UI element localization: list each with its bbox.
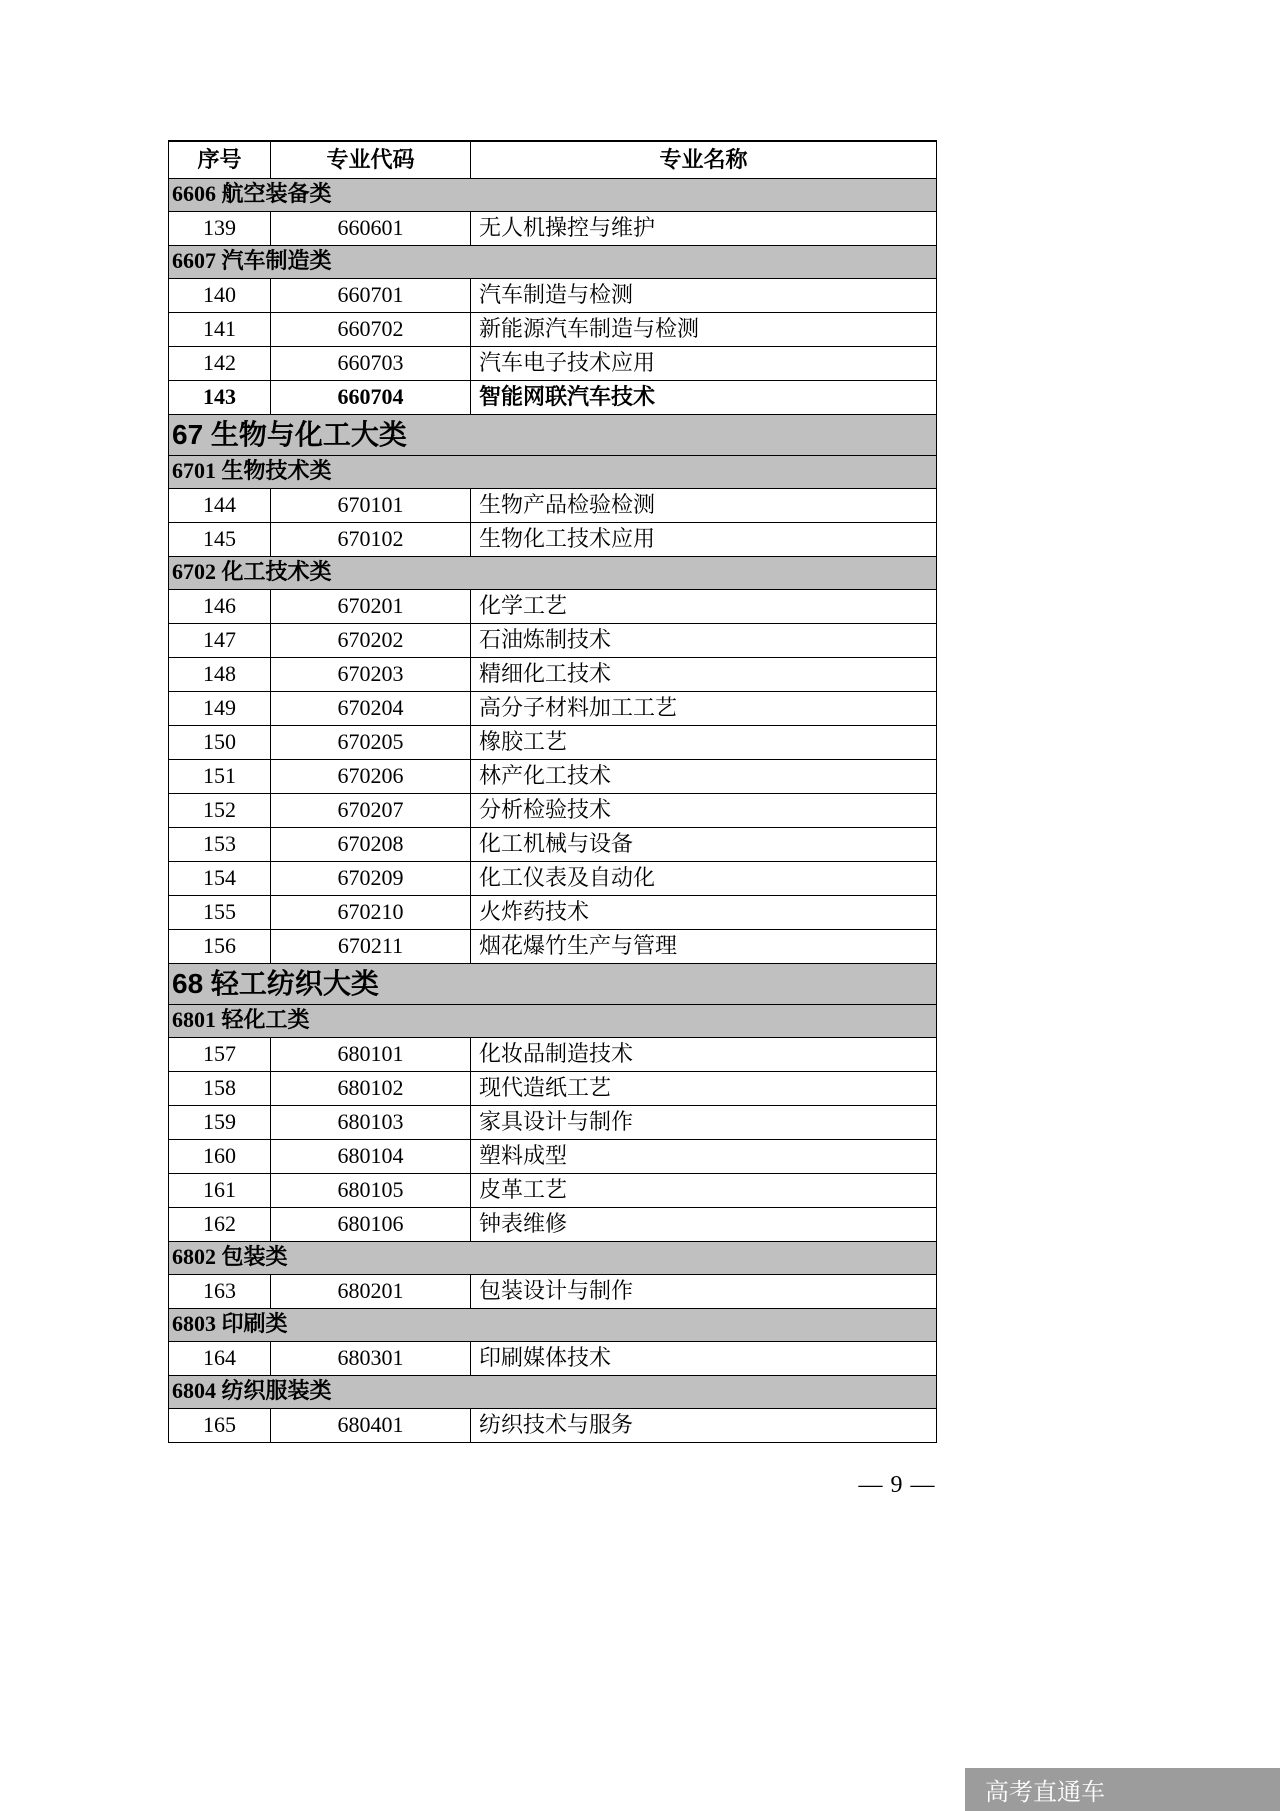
section-label: 68 轻工纺织大类 [169, 963, 937, 1004]
table-row [169, 623, 937, 657]
table-row [169, 1037, 937, 1071]
major-name-cell: 化工机械与设备 [471, 827, 937, 861]
major-name-cell: 塑料成型 [471, 1139, 937, 1173]
major-name-cell: 橡胶工艺 [471, 725, 937, 759]
major-name-cell: 无人机操控与维护 [471, 211, 937, 245]
table-row [169, 589, 937, 623]
major-name-cell: 纺织技术与服务 [471, 1408, 937, 1442]
major-name-cell: 林产化工技术 [471, 759, 937, 793]
table-row [169, 312, 937, 346]
section-label: 6803 印刷类 [169, 1308, 937, 1341]
major-name-cell: 汽车制造与检测 [471, 278, 937, 312]
watermark-badge [965, 1768, 1280, 1811]
table-header-row [169, 141, 937, 178]
serial-cell: 144 [169, 488, 271, 522]
major-name-cell: 烟花爆竹生产与管理 [471, 929, 937, 963]
column-header-major-name: 专业名称 [471, 141, 937, 178]
major-code-cell: 680401 [271, 1408, 471, 1442]
major-name-cell: 分析检验技术 [471, 793, 937, 827]
section-label: 6801 轻化工类 [169, 1004, 937, 1037]
table-row [169, 488, 937, 522]
table-row [169, 725, 937, 759]
table-row [169, 691, 937, 725]
table-row [169, 1274, 937, 1308]
table-row [169, 1071, 937, 1105]
section-label: 6701 生物技术类 [169, 455, 937, 488]
table-row [169, 759, 937, 793]
subcategory-header-row [169, 1375, 937, 1408]
table-row [169, 861, 937, 895]
major-code-cell: 680106 [271, 1207, 471, 1241]
major-name-cell: 化学工艺 [471, 589, 937, 623]
table-row [169, 380, 937, 414]
table-row [169, 657, 937, 691]
serial-cell: 162 [169, 1207, 271, 1241]
major-name-cell: 家具设计与制作 [471, 1105, 937, 1139]
major-name-cell: 化工仪表及自动化 [471, 861, 937, 895]
major-code-cell: 670208 [271, 827, 471, 861]
major-code-cell: 670102 [271, 522, 471, 556]
subcategory-header-row [169, 1004, 937, 1037]
subcategory-header-row [169, 178, 937, 211]
section-label: 67 生物与化工大类 [169, 414, 937, 455]
major-name-cell: 汽车电子技术应用 [471, 346, 937, 380]
column-header-major-code: 专业代码 [271, 141, 471, 178]
major-code-cell: 670206 [271, 759, 471, 793]
section-label: 6702 化工技术类 [169, 556, 937, 589]
table-row [169, 1139, 937, 1173]
table-row [169, 793, 937, 827]
major-code-cell: 670202 [271, 623, 471, 657]
table-row [169, 895, 937, 929]
major-name-cell: 化妆品制造技术 [471, 1037, 937, 1071]
serial-cell: 164 [169, 1341, 271, 1375]
serial-cell: 139 [169, 211, 271, 245]
serial-cell: 159 [169, 1105, 271, 1139]
major-code-cell: 660704 [271, 380, 471, 414]
subcategory-header-row [169, 556, 937, 589]
major-name-cell: 火炸药技术 [471, 895, 937, 929]
serial-cell: 163 [169, 1274, 271, 1308]
table-row [169, 211, 937, 245]
section-label: 6607 汽车制造类 [169, 245, 937, 278]
serial-cell: 158 [169, 1071, 271, 1105]
section-label: 6606 航空装备类 [169, 178, 937, 211]
major-code-cell: 670201 [271, 589, 471, 623]
major-name-cell: 精细化工技术 [471, 657, 937, 691]
table-row [169, 1173, 937, 1207]
table-row [169, 522, 937, 556]
table-row [169, 346, 937, 380]
serial-cell: 142 [169, 346, 271, 380]
table-row [169, 1408, 937, 1442]
table-row [169, 929, 937, 963]
major-name-cell: 生物化工技术应用 [471, 522, 937, 556]
major-code-cell: 660601 [271, 211, 471, 245]
major-codes-table [168, 140, 937, 1443]
subcategory-header-row [169, 1308, 937, 1341]
serial-cell: 140 [169, 278, 271, 312]
section-label: 6804 纺织服装类 [169, 1375, 937, 1408]
major-code-cell: 670203 [271, 657, 471, 691]
serial-cell: 154 [169, 861, 271, 895]
major-code-cell: 680101 [271, 1037, 471, 1071]
table-row [169, 1105, 937, 1139]
serial-cell: 152 [169, 793, 271, 827]
serial-cell: 141 [169, 312, 271, 346]
major-name-cell: 皮革工艺 [471, 1173, 937, 1207]
column-header-serial: 序号 [169, 141, 271, 178]
major-name-cell: 现代造纸工艺 [471, 1071, 937, 1105]
subcategory-header-row [169, 1241, 937, 1274]
subcategory-header-row [169, 245, 937, 278]
major-code-cell: 680201 [271, 1274, 471, 1308]
serial-cell: 151 [169, 759, 271, 793]
major-name-cell: 包装设计与制作 [471, 1274, 937, 1308]
major-name-cell: 智能网联汽车技术 [471, 380, 937, 414]
major-code-cell: 670204 [271, 691, 471, 725]
major-code-cell: 660703 [271, 346, 471, 380]
major-code-cell: 680104 [271, 1139, 471, 1173]
serial-cell: 148 [169, 657, 271, 691]
major-code-cell: 670207 [271, 793, 471, 827]
serial-cell: 150 [169, 725, 271, 759]
category-header-row [169, 963, 937, 1004]
major-code-cell: 680102 [271, 1071, 471, 1105]
serial-cell: 156 [169, 929, 271, 963]
serial-cell: 160 [169, 1139, 271, 1173]
serial-cell: 161 [169, 1173, 271, 1207]
major-code-cell: 660701 [271, 278, 471, 312]
table-row [169, 827, 937, 861]
serial-cell: 147 [169, 623, 271, 657]
serial-cell: 146 [169, 589, 271, 623]
major-code-cell: 660702 [271, 312, 471, 346]
major-name-cell: 印刷媒体技术 [471, 1341, 937, 1375]
serial-cell: 155 [169, 895, 271, 929]
table-row [169, 1207, 937, 1241]
major-name-cell: 生物产品检验检测 [471, 488, 937, 522]
major-code-cell: 670210 [271, 895, 471, 929]
major-code-cell: 680301 [271, 1341, 471, 1375]
major-code-cell: 680105 [271, 1173, 471, 1207]
serial-cell: 165 [169, 1408, 271, 1442]
major-code-cell: 670101 [271, 488, 471, 522]
section-label: 6802 包装类 [169, 1241, 937, 1274]
serial-cell: 145 [169, 522, 271, 556]
major-name-cell: 钟表维修 [471, 1207, 937, 1241]
major-name-cell: 石油炼制技术 [471, 623, 937, 657]
subcategory-header-row [169, 455, 937, 488]
major-code-cell: 680103 [271, 1105, 471, 1139]
table-row [169, 278, 937, 312]
serial-cell: 157 [169, 1037, 271, 1071]
table-row [169, 1341, 937, 1375]
major-code-cell: 670211 [271, 929, 471, 963]
major-code-cell: 670205 [271, 725, 471, 759]
serial-cell: 149 [169, 691, 271, 725]
serial-cell: 153 [169, 827, 271, 861]
watermark-text: 高考直通车 [985, 1779, 1105, 1806]
major-name-cell: 高分子材料加工工艺 [471, 691, 937, 725]
serial-cell: 143 [169, 380, 271, 414]
page-number: — 9 — [858, 1472, 936, 1498]
major-name-cell: 新能源汽车制造与检测 [471, 312, 937, 346]
category-header-row [169, 414, 937, 455]
major-code-cell: 670209 [271, 861, 471, 895]
